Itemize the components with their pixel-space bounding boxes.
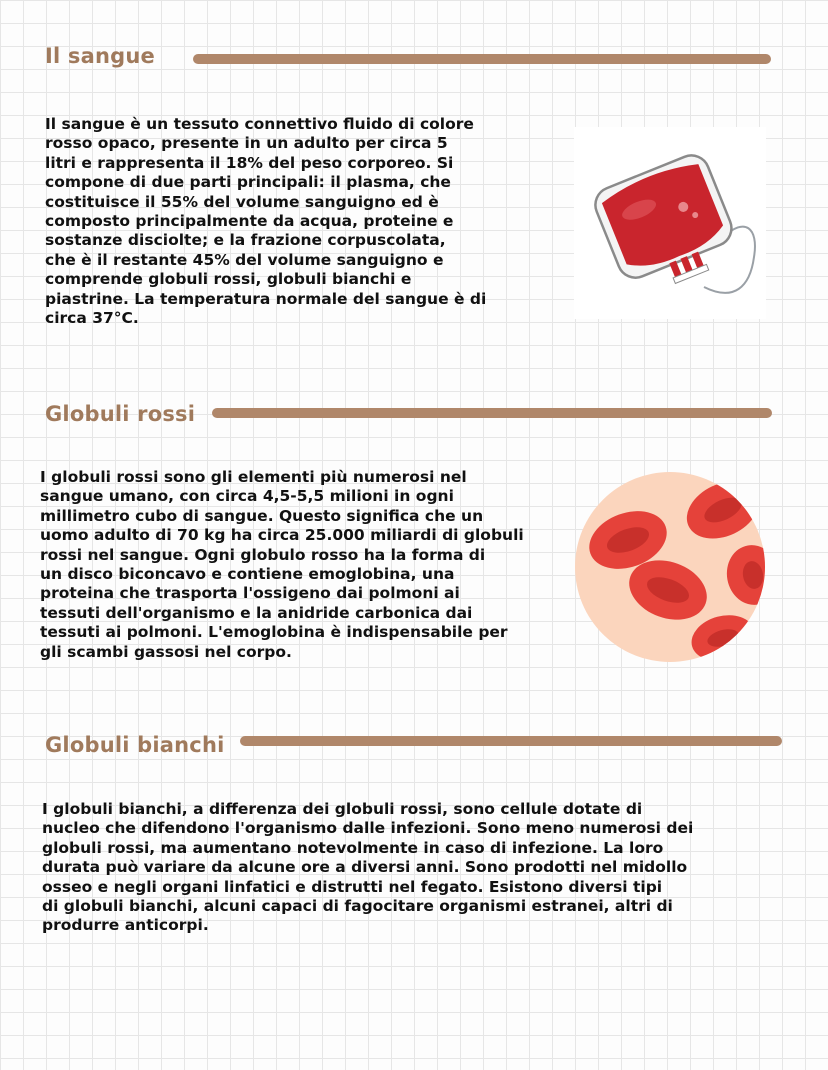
paragraph-il-sangue: Il sangue è un tessuto connettivo fluido di colore rosso opaco, presente in un adulto per circa 5 litri e rappresenta il 18% del peso corporeo. Si compone di due parti principali: il plasma, che costituisce il 55% del volume sanguigno ed è composto principalmente da acqua, proteine e sostanze disciolte; e la frazione corpuscolata, che è il restante 45% del volume sanguigno e comprende globuli rossi, globuli bianchi e piastrine. La temperatura normale del sangue è di circa 37°C. (45, 115, 487, 328)
heading-il-sangue: Il sangue (45, 44, 155, 68)
blood-bag-image (574, 127, 766, 319)
red-blood-cells-image (573, 470, 767, 664)
paragraph-globuli-bianchi: I globuli bianchi, a differenza dei globuli rossi, sono cellule dotate di nucleo che difendono l'organismo dalle infezioni. Sono meno numerosi dei globuli rossi, ma aumentano notevolmente in caso di infezione. La loro durata può variare da alcune ore a diversi anni. Sono prodotti nel midollo osseo e negli organi linfatici e distrutti nel fegato. Esistono diversi tipi di globuli bianchi, alcuni capaci di fagocitare organismi estranei, altri di produrre anticorpi. (42, 800, 694, 935)
heading-rule (193, 54, 771, 64)
heading-rule (212, 408, 772, 418)
heading-rule (240, 736, 782, 746)
heading-globuli-rossi: Globuli rossi (45, 402, 196, 426)
heading-globuli-bianchi: Globuli bianchi (45, 733, 225, 757)
blood-bag-icon (574, 127, 766, 319)
red-cells-icon (573, 470, 767, 664)
paragraph-globuli-rossi: I globuli rossi sono gli elementi più numerosi nel sangue umano, con circa 4,5-5,5 milioni in ogni millimetro cubo di sangue. Questo significa che un uomo adulto di 70 kg ha circa 25.000 miliardi di globuli rossi nel sangue. Ogni globulo rosso ha la forma di un disco biconcavo e contiene emoglobina, una proteina che trasporta l'ossigeno dai polmoni ai tessuti dell'organismo e la anidride carbonica dai tessuti ai polmoni. L'emoglobina è indispensabile per gli scambi gassosi nel corpo. (40, 468, 524, 661)
